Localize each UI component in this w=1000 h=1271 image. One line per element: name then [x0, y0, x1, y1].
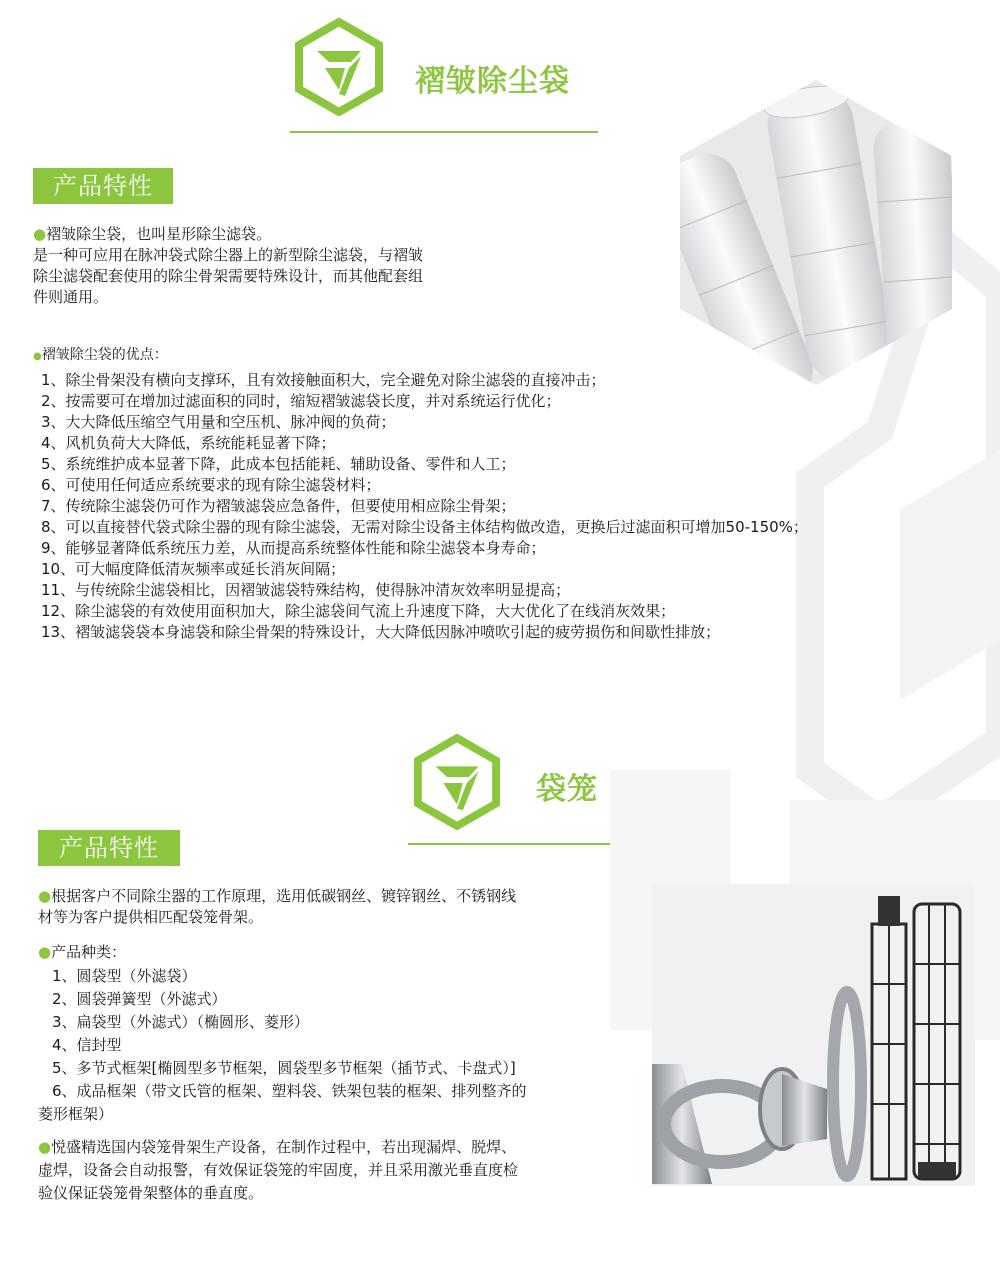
bullet-dot-icon: ● [38, 943, 52, 961]
section2-title: 袋笼 [536, 772, 598, 807]
list-item: 5、系统维护成本显著下降，此成本包括能耗、辅助设备、零件和人工； [41, 455, 516, 473]
section1-title-underline [290, 131, 598, 133]
list-item: 11、与传统除尘滤袋相比，因褶皱滤袋特殊结构，使得脉冲清灰效率明显提高； [41, 581, 571, 599]
advantages-title: 褶皱除尘袋的优点： [41, 347, 168, 363]
section2-closing [38, 1136, 638, 1205]
types-title: 产品种类： [51, 943, 127, 961]
section2-closing-line: 虚焊，设备会自动报警，有效保证袋笼的牢固度，并且采用激光垂直度检 [38, 1161, 519, 1179]
list-item: 2、按需要可在增加过滤面积的同时，缩短褶皱滤袋长度，并对系统运行优化； [41, 392, 561, 410]
brand-logo-icon [295, 18, 383, 116]
section2-closing-line: 验仪保证袋笼骨架整体的垂直度。 [38, 1184, 264, 1202]
list-item: 4、风机负荷大大降低，系统能耗显著下降； [41, 434, 336, 452]
section1-intro-lead: 褶皱除尘袋，也叫星形除尘滤袋。 [46, 225, 272, 243]
bullet-dot-icon: ● [33, 225, 47, 243]
section2-intro-line: 材等为客户提供相匹配袋笼骨架。 [38, 908, 264, 926]
section1-intro-line: 是一种可应用在脉冲袋式除尘器上的新型除尘滤袋，与褶皱 [33, 246, 424, 264]
section2-closing-line: 悦盛精选国内袋笼骨架生产设备，在制作过程中，若出现漏焊、脱焊、 [51, 1138, 517, 1156]
section1-intro [33, 224, 523, 308]
types-list [38, 965, 638, 1126]
list-item: 5、多节式框架[椭圆型多节框架，圆袋型多节框架（插节式、卡盘式）] [52, 1059, 516, 1077]
bullet-dot-icon: ● [38, 1138, 52, 1156]
list-item: 9、能够显著降低系统压力差，从而提高系统整体性能和除尘滤袋本身寿命； [41, 539, 546, 557]
bullet-dot-icon: ● [38, 887, 52, 905]
list-item: 3、大大降低压缩空气用量和空压机、脉冲阀的负荷； [41, 413, 396, 431]
list-item: 4、信封型 [52, 1036, 122, 1054]
list-item: 3、扁袋型（外滤式）（椭圆形、菱形） [52, 1013, 310, 1031]
list-item: 7、传统除尘滤袋仍可作为褶皱滤袋应急备件，但要使用相应除尘骨架； [41, 497, 516, 515]
brand-logo-icon [414, 734, 500, 830]
list-item: 12、除尘滤袋的有效使用面积加大，除尘滤袋间气流上升速度下降，大大优化了在线消灰效果； [41, 602, 676, 620]
advantages-list [41, 370, 963, 643]
section2-feature-tag: 产品特性 [38, 830, 180, 866]
list-item: 8、可以直接替代袋式除尘器的现有除尘滤袋，无需对除尘设备主体结构做改造，更换后过滤面积可增加50-150%； [41, 518, 808, 536]
section1-advantages [33, 345, 963, 643]
list-item: 2、圆袋弹簧型（外滤式） [52, 990, 227, 1008]
section2-title-underline [408, 843, 610, 845]
section1-intro-line: 件则通用。 [33, 288, 109, 306]
list-item: 13、褶皱滤袋袋本身滤袋和除尘骨架的特殊设计，大大降低因脉冲喷吹引起的疲劳损伤和间歇性排放； [41, 623, 721, 641]
list-item: 6、可使用任何适应系统要求的现有除尘滤袋材料； [41, 476, 381, 494]
list-item: 6、成品框架（带文氏管的框架、塑料袋、铁架包装的框架、排列整齐的 [52, 1082, 527, 1100]
list-item: 1、圆袋型（外滤袋） [52, 967, 197, 985]
section2-intro [38, 886, 638, 928]
list-item: 1、除尘骨架没有横向支撑环，且有效接触面积大，完全避免对除尘滤袋的直接冲击； [41, 371, 606, 389]
bag-cage-photo [652, 884, 975, 1186]
list-item: 10、可大幅度降低清灰频率或延长消灰间隔； [41, 560, 346, 578]
pleated-bag-photo [680, 80, 952, 385]
section1-feature-tag: 产品特性 [33, 168, 173, 204]
section2-intro-line: 根据客户不同除尘器的工作原理，选用低碳钢丝、镀锌钢丝、不锈钢线 [51, 887, 517, 905]
section2-types [38, 942, 638, 1126]
section1-intro-line: 除尘滤袋配套使用的除尘骨架需要特殊设计，而其他配套组 [33, 267, 424, 285]
list-item: 菱形框架） [38, 1105, 114, 1123]
bullet-dot-icon: ● [33, 351, 42, 362]
section1-title: 褶皱除尘袋 [415, 64, 570, 99]
